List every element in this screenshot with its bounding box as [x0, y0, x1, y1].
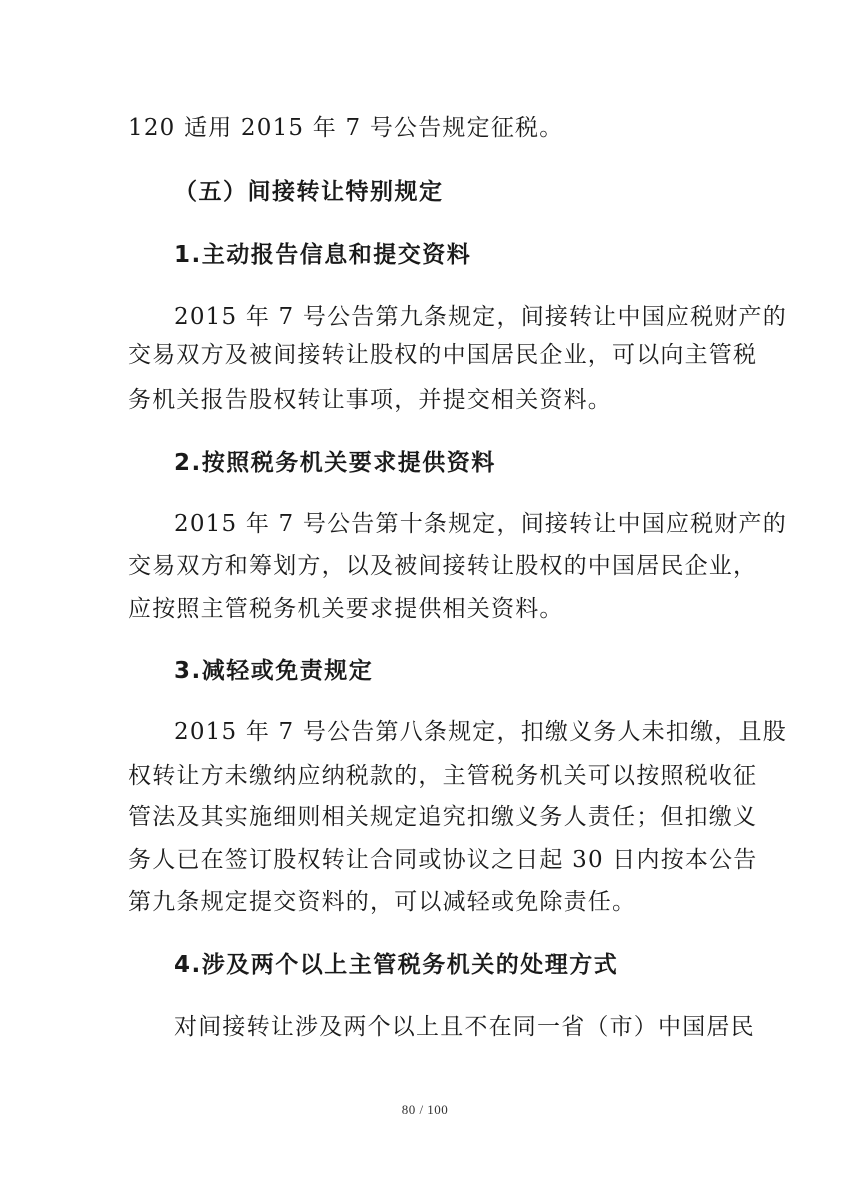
subsection-3-title: 3.减轻或免责规定	[174, 658, 374, 684]
subsection-2-title: 2.按照税务机关要求提供资料	[174, 450, 496, 476]
subsection-2-line-1: 2015 年 7 号公告第十条规定，间接转让中国应税财产的	[174, 511, 787, 537]
subsection-1-line-2: 交易双方及被间接转让股权的中国居民企业，可以向主管税	[128, 342, 758, 368]
page-number: 80 / 100	[401, 1102, 449, 1117]
subsection-1-line-3: 务机关报告股权转让事项，并提交相关资料。	[128, 387, 612, 413]
section-heading: （五）间接转让特别规定	[174, 179, 444, 205]
subsection-1-title: 1.主动报告信息和提交资料	[174, 242, 472, 268]
subsection-3-line-5: 第九条规定提交资料的，可以减轻或免除责任。	[128, 889, 637, 915]
subsection-2-line-2: 交易双方和筹划方，以及被间接转让股权的中国居民企业，	[128, 553, 758, 579]
subsection-3-line-2: 权转让方未缴纳应纳税款的，主管税务机关可以按照税收征	[128, 763, 758, 789]
subsection-3-line-3: 管法及其实施细则相关规定追究扣缴义务人责任；但扣缴义	[128, 804, 758, 830]
subsection-3-line-1: 2015 年 7 号公告第八条规定，扣缴义务人未扣缴，且股	[174, 719, 787, 745]
subsection-4-line-1: 对间接转让涉及两个以上且不在同一省（市）中国居民	[174, 1014, 755, 1040]
subsection-3-line-4: 务人已在签订股权转让合同或协议之日起 30 日内按本公告	[128, 847, 758, 873]
subsection-1-line-1: 2015 年 7 号公告第九条规定，间接转让中国应税财产的	[174, 304, 787, 330]
paragraph-continuation: 120 适用 2015 年 7 号公告规定征税。	[128, 115, 564, 141]
subsection-2-line-3: 应按照主管税务机关要求提供相关资料。	[128, 596, 564, 622]
subsection-4-title: 4.涉及两个以上主管税务机关的处理方式	[174, 952, 619, 978]
